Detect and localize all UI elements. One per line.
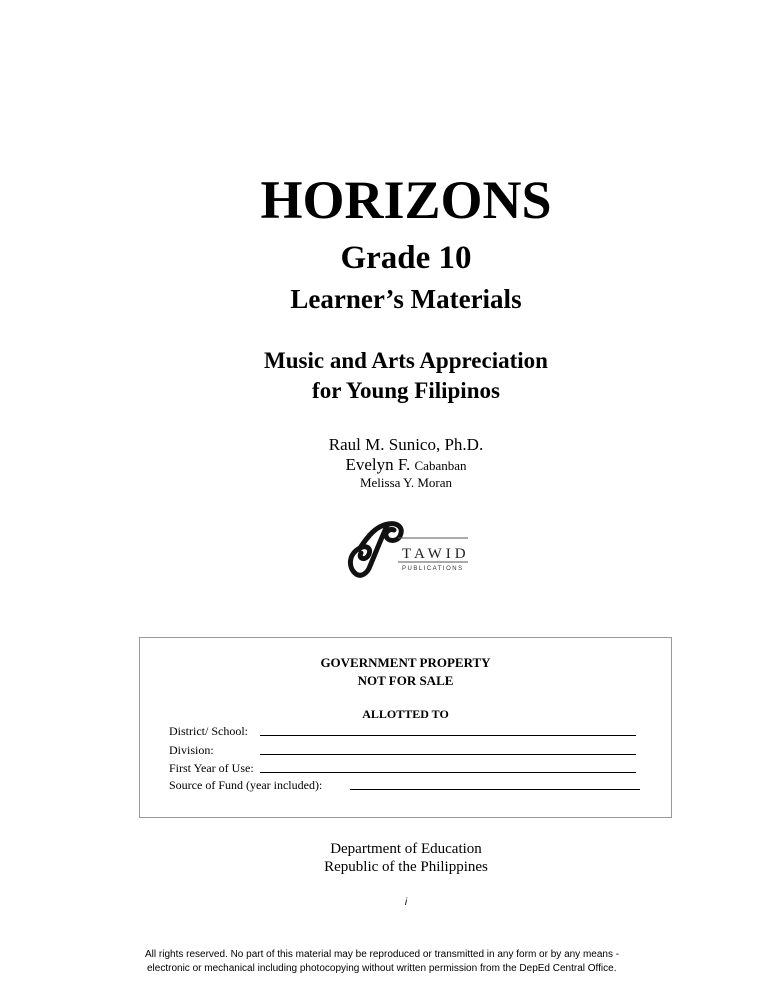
source-of-fund-label: Source of Fund (year included):: [169, 778, 323, 792]
materials-heading: Learner’s Materials: [290, 284, 522, 314]
author-2-first: Evelyn F.: [345, 455, 411, 474]
gov-property-label: GOVERNMENT PROPERTY: [320, 655, 491, 670]
rights-notice-line-2: electronic or mechanical including photocopying without written permission from the DepEd Central Office.: [147, 963, 617, 974]
logo-swirl: [350, 524, 401, 576]
first-year-label: First Year of Use:: [169, 761, 254, 775]
district-school-line[interactable]: [260, 735, 636, 736]
logo-name: TAWID: [402, 546, 470, 562]
subtitle-line-1: Music and Arts Appreciation: [264, 348, 548, 373]
book-title: HORIZONS: [260, 170, 552, 230]
logo-tagline: PUBLICATIONS: [402, 566, 464, 572]
district-school-label: District/ School:: [169, 724, 248, 738]
grade-level: Grade 10: [340, 240, 472, 276]
tawid-logo-icon: [342, 516, 472, 580]
page-number: i: [404, 897, 408, 908]
republic-name: Republic of the Philippines: [324, 859, 488, 875]
rights-notice-line-1: All rights reserved. No part of this material may be reproduced or transmitted in any form or by any means -: [145, 949, 620, 960]
not-for-sale-label: NOT FOR SALE: [357, 673, 454, 688]
division-label: Division:: [169, 743, 214, 757]
subtitle-line-2: for Young Filipinos: [312, 378, 500, 403]
source-of-fund-line[interactable]: [350, 789, 640, 790]
department-name: Department of Education: [330, 841, 482, 857]
first-year-line[interactable]: [260, 772, 636, 773]
author-3: Melissa Y. Moran: [359, 475, 453, 490]
division-line[interactable]: [260, 754, 636, 755]
author-1: Raul M. Sunico, Ph.D.: [328, 435, 484, 454]
allotted-to-label: ALLOTTED TO: [362, 707, 449, 721]
author-2-last: Cabanban: [414, 458, 467, 473]
